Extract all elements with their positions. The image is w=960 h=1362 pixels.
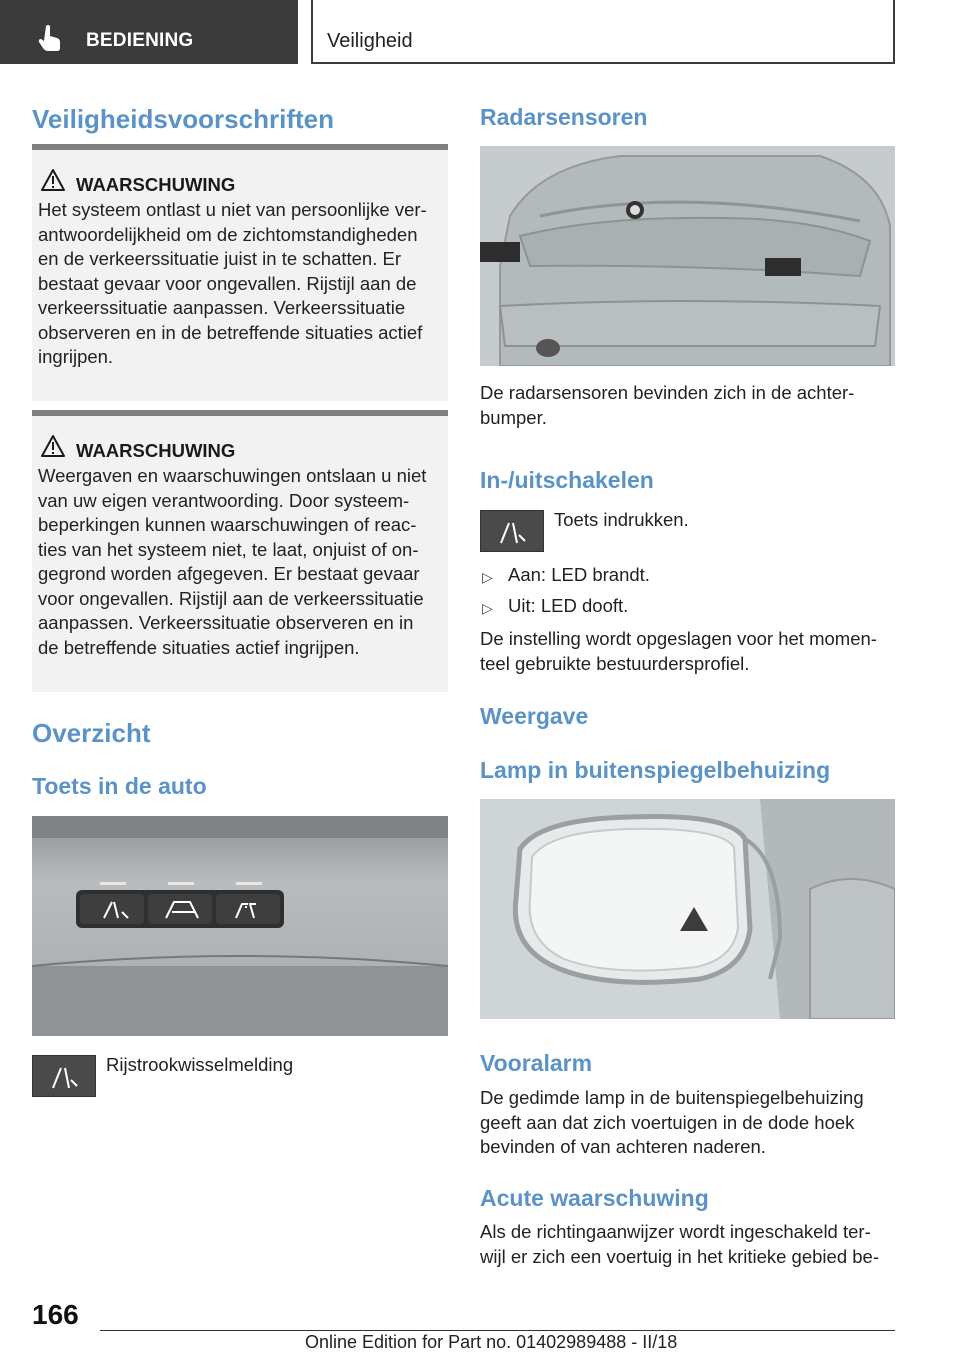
page-number: 166 xyxy=(32,1299,79,1330)
radar-text: De radarsensoren bevinden zich in de achter- bumper. xyxy=(480,382,855,428)
warning-box-1 xyxy=(32,144,448,401)
car-rear-illustration xyxy=(480,146,895,366)
warning-text: Weergaven en waarschuwingen ontslaan u niet van uw eigen verantwoording. Door systeem- beperkingen kunnen waarschuwingen of reac- ties van het systeem niet, te laat, onjuist of on- gegrond worden afgegeven. Er bestaat gevaar voor ongevallen. Rijstijl aan de verkeerssituatie aanpassen. Verkeerssituatie observeren en in de betreffende situaties actief ingrijpen. xyxy=(38,465,427,658)
overview-heading: Overzicht xyxy=(32,718,151,748)
onoff-text: Toets indrukken. xyxy=(554,509,689,530)
warning-label: WAARSCHUWING xyxy=(76,174,236,195)
topic-label: Veiligheid xyxy=(327,30,413,52)
display-heading: Weergave xyxy=(480,703,589,729)
page-title: Veiligheidsvoorschriften xyxy=(32,104,334,134)
list-item xyxy=(480,594,900,625)
warning-triangle-icon xyxy=(40,168,66,192)
pointing-hand-icon xyxy=(38,24,62,52)
acute-text: Als de richtingaanwijzer wordt ingeschakeld ter- wijl er zich een voertuig in het kritieke gebied be- xyxy=(480,1221,879,1267)
footer-divider xyxy=(100,1330,895,1331)
list-item xyxy=(480,563,900,594)
onoff-heading: In-/uitschakelen xyxy=(480,467,654,493)
warning-box-2 xyxy=(32,410,448,692)
edition-footer: Online Edition for Part no. 01402989488 - II/18 xyxy=(305,1332,678,1352)
lamp-heading: Lamp in buitenspiegelbehuizing xyxy=(480,757,831,783)
acute-heading: Acute waarschuwing xyxy=(480,1185,709,1211)
button-panel-illustration xyxy=(32,816,448,1036)
button-caption: Rijstrookwisselmelding xyxy=(106,1054,294,1075)
warning-label: WAARSCHUWING xyxy=(76,440,236,461)
section-tab[interactable] xyxy=(0,0,298,64)
lane-change-button-icon xyxy=(32,1055,96,1097)
triangle-bullet-icon: ▷ xyxy=(482,569,493,585)
bullet-text: Uit: LED dooft. xyxy=(508,595,629,616)
warning-text: Het systeem ontlast u niet van persoonlijke ver- antwoordelijkheid om de zichtomstandigheden en de verkeerssituatie juist in te schatten. Er bestaat gevaar voor ongevallen. Rijstijl aan de verkeerssituatie aanpassen. Verkeerssituatie observeren en in de betreffende situaties actief ingrijpen. xyxy=(38,199,427,367)
button-heading: Toets in de auto xyxy=(32,773,207,799)
radar-heading: Radarsensoren xyxy=(480,104,648,130)
mirror-illustration xyxy=(480,799,895,1019)
lane-change-button-icon xyxy=(480,510,544,552)
car-rear-image xyxy=(480,146,895,366)
topic-tab[interactable] xyxy=(311,0,895,64)
section-label: BEDIENING xyxy=(86,30,194,51)
prealarm-heading: Vooralarm xyxy=(480,1050,593,1076)
triangle-bullet-icon: ▷ xyxy=(482,600,493,616)
warning-triangle-icon xyxy=(40,434,66,458)
onoff-note: De instelling wordt opgeslagen voor het momen- teel gebruikte bestuurdersprofiel. xyxy=(480,628,877,674)
car-buttons-image xyxy=(32,816,448,1036)
mirror-image xyxy=(480,799,895,1019)
bullet-list xyxy=(480,563,900,625)
prealarm-text: De gedimde lamp in de buitenspiegelbehuizing geeft aan dat zich voertuigen in de dode hoek bevinden of van achteren naderen. xyxy=(480,1087,864,1157)
bullet-text: Aan: LED brandt. xyxy=(508,564,650,585)
